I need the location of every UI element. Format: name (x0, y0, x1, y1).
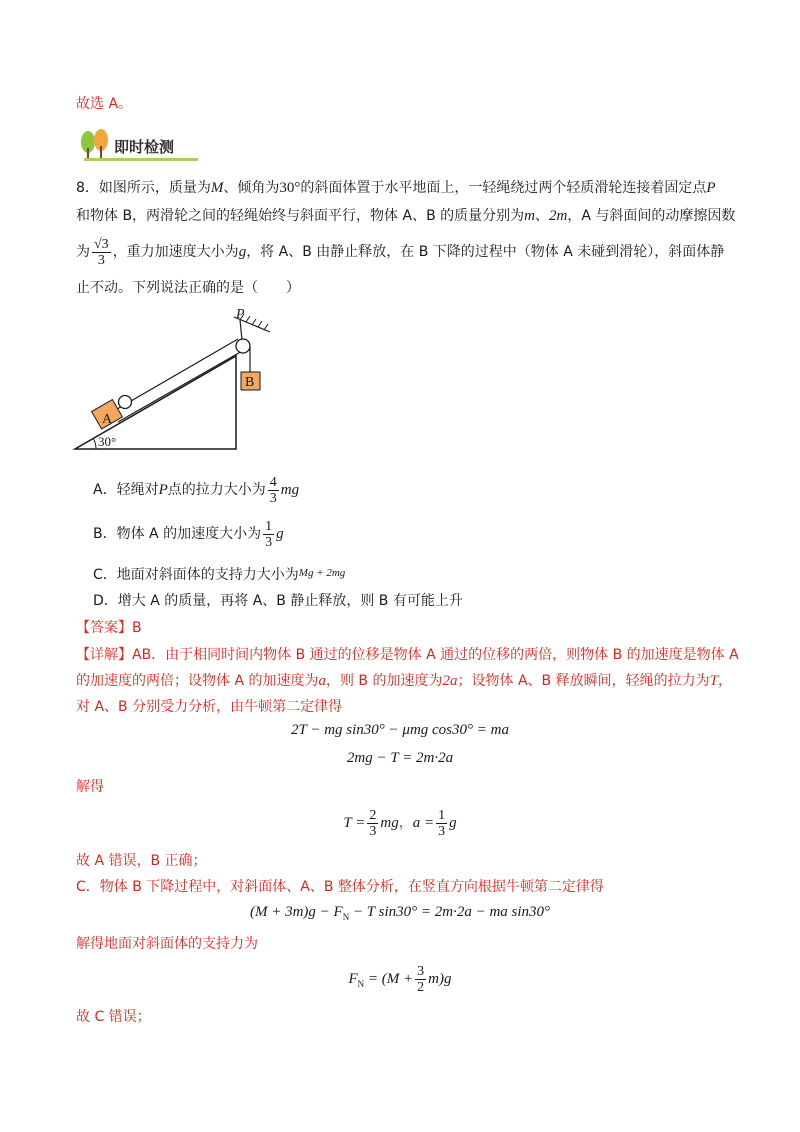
previous-conclusion: 故选 A。 (76, 96, 133, 112)
question-line-1: 8．如图所示，质量为M、倾角为30°的斜面体置于水平地面上，一轻绳绕过两个轻质滑轮连接着固定点P (76, 180, 716, 196)
answer: 【答案】B (76, 620, 142, 636)
conclusion-ab: 故 A 错误，B 正确； (76, 853, 207, 869)
question-line-3: 为 $\frac{√3}{3}$ ，重力加速度大小为g，将 A、B 由静止释放，在 B 下降的过程中（物体 A 未碰到滑轮），斜面体静 (76, 236, 725, 268)
equation-1: 2T − mg sin30° − μmg cos30° = ma (291, 722, 509, 738)
block-a-label: A (102, 412, 113, 427)
rope-to-p (240, 320, 242, 340)
option-c[interactable]: C．地面对斜面体的支持力大小为$^{Mg + 2mg}$ (93, 567, 346, 583)
section-banner (76, 128, 206, 162)
question-line-2: 和物体 B，两滑轮之间的轻绳始终与斜面平行，物体 A、B 的质量分别为m、2m，A 与斜面间的动摩擦因数 (76, 208, 736, 224)
option-d[interactable]: D．增大 A 的质量，再将 A、B 静止释放，则 B 有可能上升 (93, 593, 463, 609)
solve-label: 解得 (76, 779, 104, 795)
equation-2: 2mg − T = 2m·2a (346, 750, 454, 766)
fixed-pulley (236, 339, 250, 353)
option-b[interactable]: B．物体 A 的加速度大小为 $\frac{1}{3}$ g (93, 518, 284, 550)
question-number: 8． (76, 180, 99, 196)
friction-coefficient-fraction: $\frac{√3}{3}$ (94, 236, 109, 268)
equation-4: $F_N = (M$ + $\frac{3}{2}$ m)g (348, 964, 452, 996)
solution-equations: T = $\frac{2}{3}$ mg，a = $\frac{1}{3}$ g (343, 808, 457, 840)
option-a[interactable]: A．轻绳对P点的拉力大小为 $\frac{4}{3}$ mg (93, 474, 300, 506)
rope-upper (118, 350, 244, 422)
banner-title: 即时检测 (114, 138, 175, 156)
block-b-label: B (245, 375, 255, 390)
angle-arc (93, 438, 96, 449)
incline-pulley-figure (70, 300, 290, 455)
point-p-label: P (236, 307, 245, 322)
angle-label: 30° (98, 434, 117, 449)
explain-c-line: C．物体 B 下降过程中，对斜面体、A、B 整体分析，在竖直方向根据牛顿第二定律得 (76, 879, 604, 895)
tree-icon (76, 128, 116, 162)
banner-underline (84, 158, 198, 161)
equation-3: $(M + 3m)g - F_N - T$ sin30° = 2m·2a − ma sin30° (249, 904, 551, 922)
moving-pulley (119, 396, 132, 409)
explain-c-solve: 解得地面对斜面体的支持力为 (76, 936, 258, 952)
conclusion-c: 故 C 错误； (76, 1009, 151, 1025)
explain-line-1: 【详解】AB．由于相同时间内物体 B 通过的位移是物体 A 通过的位移的两倍，则物体 B 的加速度是物体 A (76, 647, 739, 663)
explain-line-3: 对 A、B 分别受力分析，由牛顿第二定律得 (76, 699, 343, 715)
explain-line-2: 的加速度的两倍；设物体 A 的加速度为a，则 B 的加速度为2a；设物体 A、B 释放瞬间，轻绳的拉力为T， (76, 673, 732, 689)
question-line-4: 止不动。下列说法正确的是（ ） (76, 280, 300, 296)
